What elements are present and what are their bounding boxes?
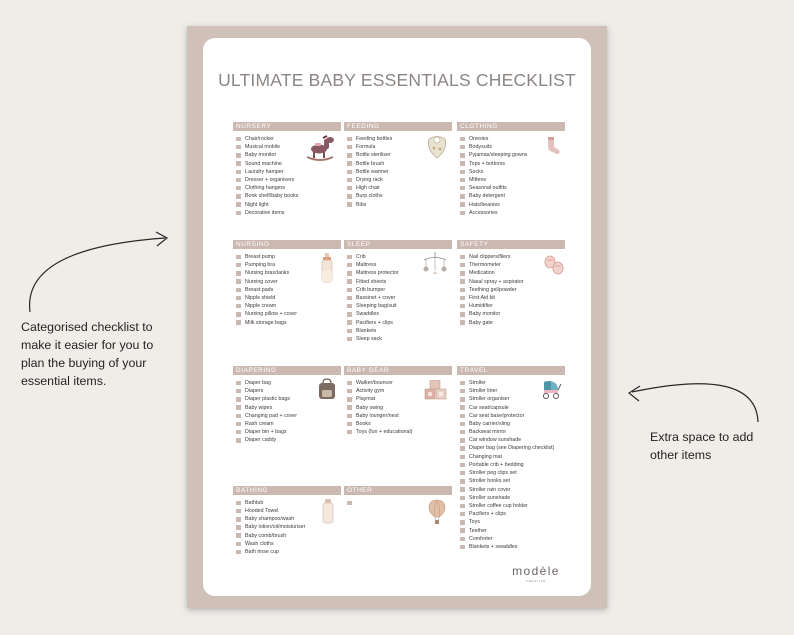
checklist-item[interactable]: Nursing cover [233,278,341,286]
checklist-item[interactable]: Portable crib + bedding [457,461,565,469]
checklist-item[interactable]: Wash cloths [233,540,341,548]
checklist-item[interactable]: Burp cloths [344,192,452,200]
checklist-item[interactable]: Night light [233,201,341,209]
checklist-item[interactable]: Baby monitor [233,151,341,159]
checklist-item[interactable]: Baby comb/brush [233,532,341,540]
checklist-item[interactable]: Hooded Towel [233,507,341,515]
checklist-item[interactable]: Baby lounger/nest [344,412,452,420]
annotation-left: Categorised checklist to make it easier for you to plan the buying of your essential items. [21,320,154,388]
checklist-item[interactable]: Backseat mirror [457,428,565,436]
checklist-item[interactable]: Nipple shield [233,294,341,302]
checklist-item[interactable]: Clothing hangers [233,184,341,192]
checklist-item[interactable]: Milk storage bags [233,319,341,327]
checklist-item[interactable]: Bassinet + cover [344,294,452,302]
checklist-item[interactable]: Diaper bin + bags [233,428,341,436]
checklist-item[interactable]: Musical mobile [233,143,341,151]
checklist-item[interactable]: Dresser + organisers [233,176,341,184]
checklist-item[interactable]: Bottle brush [344,160,452,168]
checklist-item[interactable]: Hats/beanies [457,201,565,209]
checklist-item[interactable]: Playmat [344,395,452,403]
checklist-item[interactable]: Car seat/capsule [457,404,565,412]
checklist-item[interactable]: Baby detergent [457,192,565,200]
checklist-item[interactable]: Nursing pillow + cover [233,310,341,318]
section-header: SLEEP [344,240,452,249]
checklist-item[interactable]: Baby carrier/sling [457,420,565,428]
checklist-item[interactable]: Feeding bottles [344,135,452,143]
checklist-item[interactable]: Stroller peg clips set [457,469,565,477]
checklist-item[interactable]: Diapers [233,387,341,395]
checklist-item[interactable]: Activity gym [344,387,452,395]
checklist-item[interactable]: Teether [457,527,565,535]
checklist-item[interactable]: Stroller liner [457,387,565,395]
checklist-item[interactable]: Fitted sheets [344,278,452,286]
checklist-item[interactable]: High chair [344,184,452,192]
checklist-item[interactable]: Seasonal outfits [457,184,565,192]
checklist-item[interactable]: Laundry hamper [233,168,341,176]
checklist-item[interactable]: Decorative items [233,209,341,217]
checklist-item[interactable]: Crib [344,253,452,261]
checklist-item[interactable]: Changing mat [457,453,565,461]
checklist-item[interactable]: Bodysuits [457,143,565,151]
brand-tagline: CREATIVE [525,579,547,583]
checklist-item[interactable]: Breast pump [233,253,341,261]
checklist-item[interactable]: Bottle warmer [344,168,452,176]
checklist-item[interactable]: Book shelf/baby books [233,192,341,200]
checklist-item[interactable]: Crib bumper [344,286,452,294]
checklist-item[interactable]: First Aid kit [457,294,565,302]
checklist-item[interactable]: Changing pad + cover [233,412,341,420]
checklist-item[interactable]: Nipple cream [233,302,341,310]
checklist-item[interactable]: Onesies [457,135,565,143]
checklist-item[interactable]: Blankets + swaddles [457,543,565,551]
checklist-item[interactable]: Nail clippers/filers [457,253,565,261]
checklist-item[interactable]: Sleep sack [344,335,452,343]
checklist-item[interactable]: Humidifier [457,302,565,310]
checklist-item[interactable]: Walker/bouncer [344,379,452,387]
section-header: BABY GEAR [344,366,452,375]
annotation-right: Extra space to add other items [650,430,754,462]
checklist-item[interactable]: Medication [457,269,565,277]
checklist-item[interactable]: Drying rack [344,176,452,184]
checklist-item[interactable]: Baby monitor [457,310,565,318]
checklist-item[interactable]: Swaddles [344,310,452,318]
checklist-item[interactable]: Mattress [344,261,452,269]
checklist-item[interactable]: Diaper plastic bags [233,395,341,403]
checklist-item[interactable]: Bathtub [233,499,341,507]
checklist-item[interactable]: Rash cream [233,420,341,428]
brand-logo: modèle [512,564,560,578]
checklist-item[interactable]: Baby swing [344,404,452,412]
checklist-item[interactable]: Mittens [457,176,565,184]
checklist-item[interactable]: Breast pads [233,286,341,294]
checklist-item[interactable]: Nasal spray + aspirator [457,278,565,286]
checklist-item[interactable]: Sleeping bag/suit [344,302,452,310]
checklist-item[interactable]: Socks [457,168,565,176]
checklist-item[interactable]: Stroller sunshade [457,494,565,502]
checklist-item[interactable]: Accessories [457,209,565,217]
checklist-item[interactable]: Teething gel/powder [457,286,565,294]
checklist-item[interactable]: Sound machine [233,160,341,168]
checklist-item[interactable]: Baby wipes [233,404,341,412]
section-header: DIAPERING [233,366,341,375]
checklist-item[interactable]: Tops + bottoms [457,160,565,168]
checklist-item[interactable]: Nursing bras/tanks [233,269,341,277]
checklist-item[interactable]: Stroller organiser [457,395,565,403]
checklist-item[interactable]: Mattress protector [344,269,452,277]
checklist-item[interactable]: Toys (fun + educational) [344,428,452,436]
checklist-item[interactable]: Pacifiers + clips [344,319,452,327]
checklist-item[interactable]: Diaper bag [233,379,341,387]
section-header: SAFETY [457,240,565,249]
checklist-item[interactable]: Pumping bra [233,261,341,269]
checklist-item[interactable]: Stroller rain cover [457,486,565,494]
checklist-item[interactable]: Stroller coffee cup holder [457,502,565,510]
section-header: FEEDING [344,122,452,131]
checklist-item[interactable]: Baby shampoo/wash [233,515,341,523]
checklist-item[interactable]: Thermometer [457,261,565,269]
checklist-item[interactable]: Chair/rocker [233,135,341,143]
section-header: NURSERY [233,122,341,131]
checklist-item[interactable]: Books [344,420,452,428]
checklist-item[interactable]: Bottle steriliser [344,151,452,159]
checklist-item[interactable]: Baby gate [457,319,565,327]
page-title: ULTIMATE BABY ESSENTIALS CHECKLIST [218,70,576,90]
section-header: TRAVEL [457,366,565,375]
checklist-item[interactable]: Toys [457,518,565,526]
checklist-item[interactable]: Diaper bag (see Diapering checklist) [457,445,565,453]
checklist-item[interactable]: Baby lotion/oil/moisturiser [233,524,341,532]
checklist-item[interactable]: Bibs [344,201,452,209]
checklist-item[interactable]: Blankets [344,327,452,335]
section-header: BATHING [233,486,341,495]
section-header: NURSING [233,240,341,249]
checklist-item[interactable]: Formula [344,143,452,151]
checklist-item[interactable]: Diaper caddy [233,436,341,444]
checklist-item[interactable]: Stroller hooks set [457,477,565,485]
checklist-item[interactable]: Stroller [457,379,565,387]
checklist-item[interactable]: Comforter [457,535,565,543]
checklist-item[interactable]: Pacifiers + clips [457,510,565,518]
section-header: OTHER [344,486,452,495]
checklist-item[interactable]: Car window sunshade [457,436,565,444]
checklist-item[interactable]: Bath rinse cup [233,548,341,556]
section-header: CLOTHING [457,122,565,131]
checklist-item[interactable]: Pyjamas/sleeping gowns [457,151,565,159]
checklist-item[interactable]: Car seat base/protector [457,412,565,420]
